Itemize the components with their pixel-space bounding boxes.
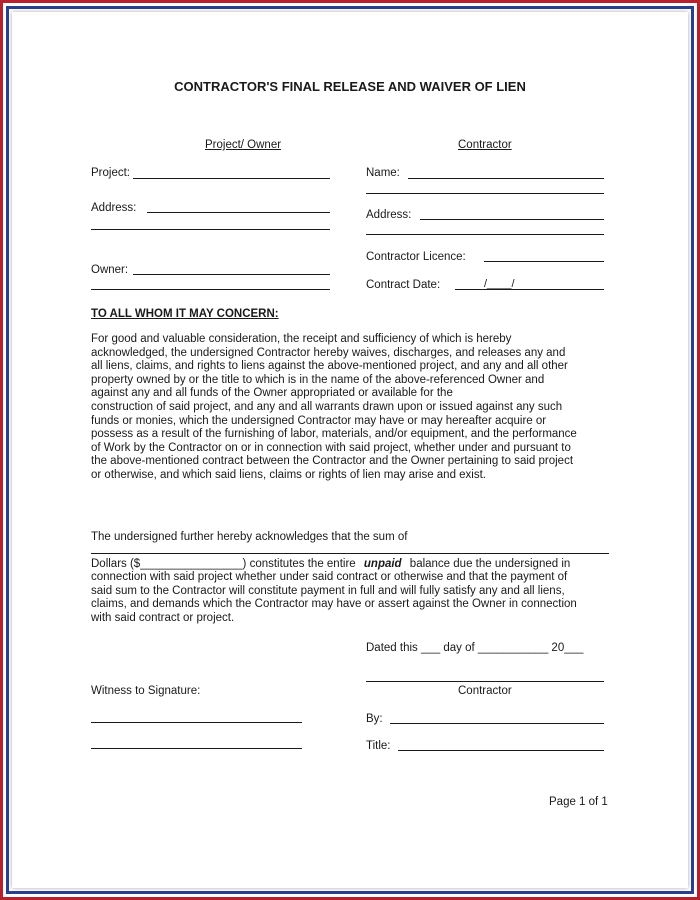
contractor-signature-label: Contractor <box>458 685 512 697</box>
release-paragraph-line: all liens, claims, and rights to liens against the above-mentioned project, and any and all other <box>91 360 568 373</box>
contract-date-field-line[interactable] <box>455 289 604 290</box>
contractor-licence-field-line[interactable] <box>484 261 604 262</box>
title-field-line[interactable] <box>398 750 604 751</box>
witness-label: Witness to Signature: <box>91 685 201 697</box>
release-paragraph-line: funds or monies, which the undersigned Contractor may have or may hereafter acquire or <box>91 414 547 427</box>
release-paragraph-line: construction of said project, and any and all warrants drawn upon or issued against any such <box>91 400 563 413</box>
release-paragraph <box>91 333 613 483</box>
release-paragraph-line: or otherwise, and which said liens, claims or rights of lien may arise and exist. <box>91 468 487 481</box>
address-label: Address: <box>91 202 137 214</box>
contractor-signature-line[interactable] <box>366 681 604 682</box>
release-paragraph-line: acknowledged, the undersigned Contractor hereby waives, discharges, and releases any and <box>91 346 566 359</box>
dated-line: Dated this ___ day of ___________ 20___ <box>366 642 584 654</box>
contractor-licence-label: Contractor Licence: <box>366 251 466 263</box>
release-paragraph-line: of Work by the Contractor on or in connection with said project, whether under and pursuant to <box>91 441 571 454</box>
contractor-name-label: Name: <box>366 167 400 179</box>
unpaid-word: unpaid <box>363 558 402 570</box>
address-field-line[interactable] <box>147 212 330 213</box>
payment-paragraph-line: connection with said project whether under said contract or otherwise and that the payment of <box>91 571 568 583</box>
contractor-address-field-line[interactable] <box>420 219 604 220</box>
acknowledge-line: The undersigned further hereby acknowledges that the sum of <box>91 531 408 543</box>
sum-written-field-line[interactable] <box>91 553 609 554</box>
payment-paragraph-line: with said contract or project. <box>91 611 235 624</box>
page-number: Page 1 of 1 <box>549 796 608 808</box>
owner-column-header: Project/ Owner <box>205 139 282 151</box>
payment-paragraph-line: claims, and demands which the Contractor may have or assert against the Owner in connection <box>91 598 577 611</box>
contractor-address-field-line-2[interactable] <box>366 234 604 235</box>
contractor-address-label: Address: <box>366 209 412 221</box>
address-field-line-2[interactable] <box>91 229 330 230</box>
owner-field-line-2[interactable] <box>91 289 330 290</box>
payment-paragraph-line: said sum to the Contractor will constitute payment in full and will fully satisfy any and all liens, <box>91 584 565 597</box>
dollars-line <box>91 557 570 571</box>
dollars-suffix: balance due the undersigned in <box>409 558 571 570</box>
dollars-prefix: Dollars ($________________) constitutes the entire <box>91 558 356 570</box>
document-title: CONTRACTOR'S FINAL RELEASE AND WAIVER OF LIEN <box>174 79 526 94</box>
release-paragraph-line: For good and valuable consideration, the receipt and sufficiency of which is hereby <box>91 333 512 345</box>
contractor-column-header: Contractor <box>458 139 512 151</box>
project-label: Project: <box>91 167 130 179</box>
release-paragraph-line: property owned by or the title to which is in the name of the above-referenced Owner and <box>91 373 545 386</box>
title-label: Title: <box>366 740 391 752</box>
witness-signature-line-2[interactable] <box>91 748 302 749</box>
salutation: TO ALL WHOM IT MAY CONCERN: <box>91 308 279 320</box>
contract-date-label: Contract Date: <box>366 279 441 291</box>
contract-date-separators: /____/ <box>484 278 515 290</box>
release-paragraph-line: the above-mentioned contract between the Contractor and the Owner pertaining to said project <box>91 455 574 468</box>
by-label: By: <box>366 713 383 725</box>
witness-signature-line-1[interactable] <box>91 722 302 723</box>
contractor-name-field-line-2[interactable] <box>366 193 604 194</box>
owner-label: Owner: <box>91 264 129 276</box>
release-paragraph-line: against any and all funds of the Owner appropriated or available for the <box>91 387 453 400</box>
contractor-name-field-line[interactable] <box>408 178 604 179</box>
by-field-line[interactable] <box>390 723 604 724</box>
payment-paragraph <box>91 571 613 625</box>
release-paragraph-line: possess as a result of the furnishing of labor, materials, and/or equipment, and the performance <box>91 428 577 441</box>
owner-field-line[interactable] <box>133 274 330 275</box>
project-field-line[interactable] <box>133 178 330 179</box>
